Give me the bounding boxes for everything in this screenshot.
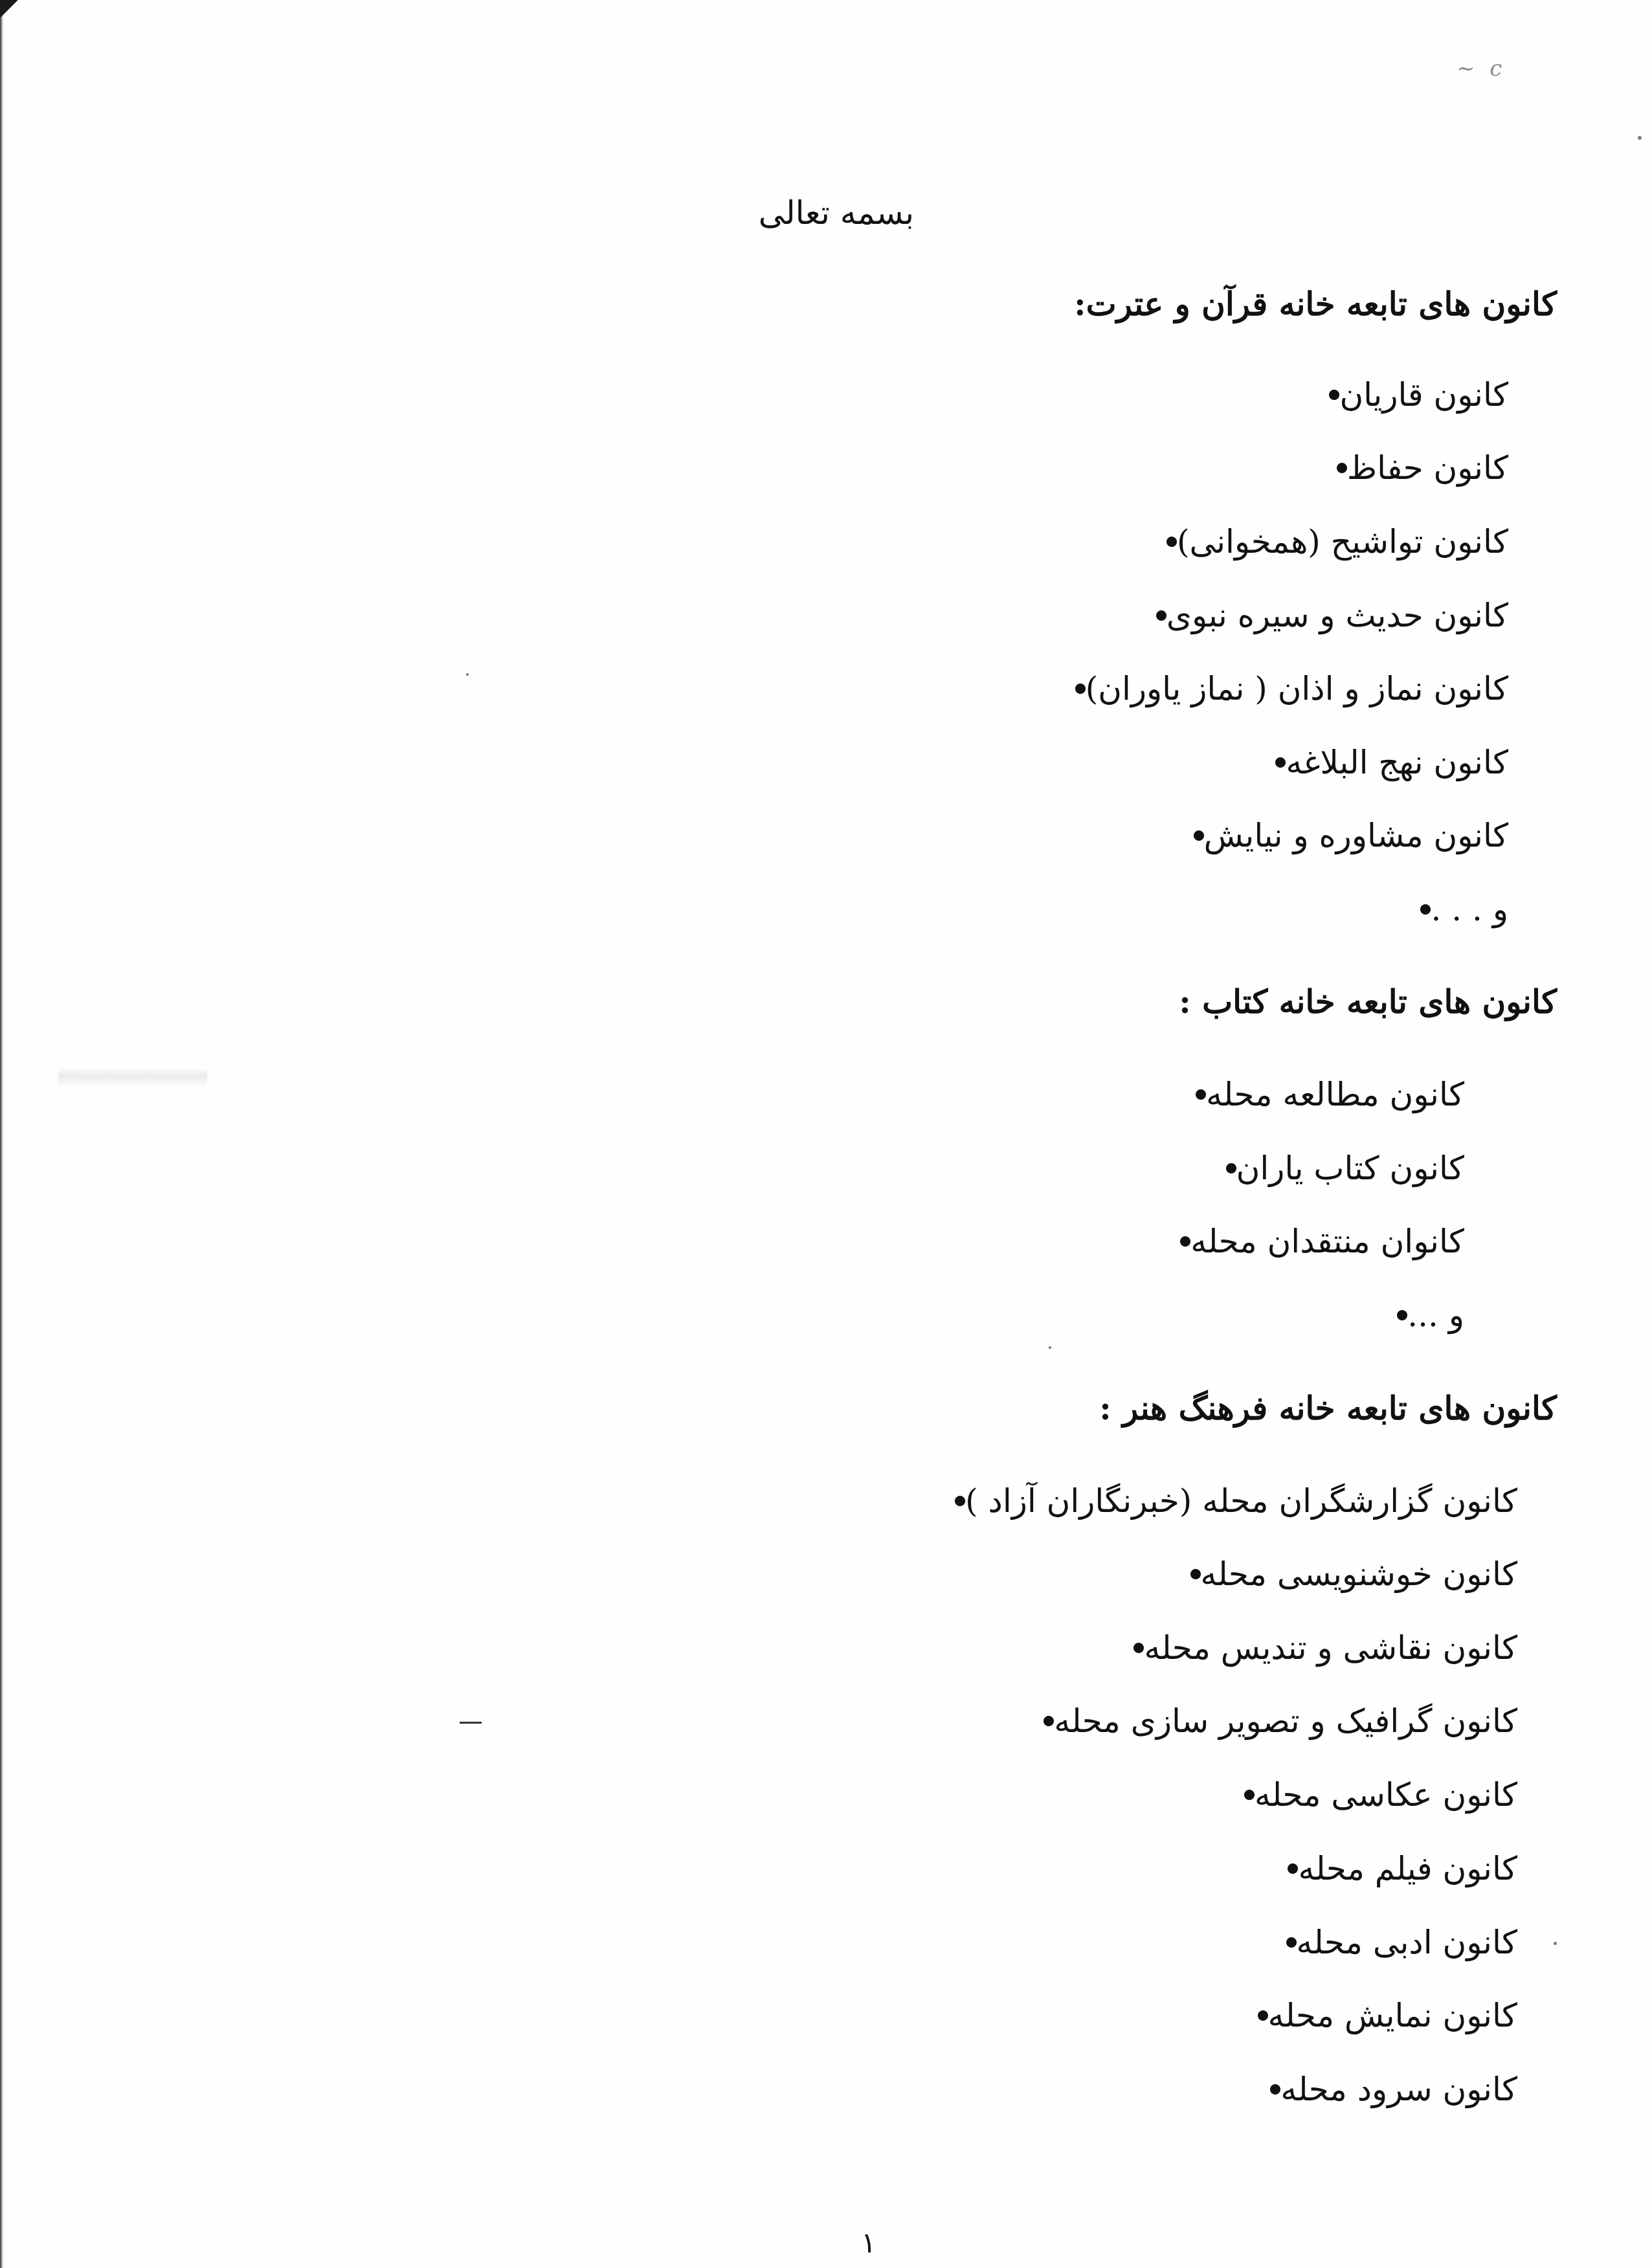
list-item [1134,519,1508,564]
list-item-label: کانون سرود محله [1280,2071,1517,2108]
bullet-icon [1196,1089,1206,1100]
bullet-icon [1420,904,1431,915]
bullet-icon [1337,463,1347,473]
bullet-icon [955,1496,965,1506]
list-item-label: کانون ادبی محله [1296,1924,1517,1961]
list-item [1148,1219,1464,1264]
bullet-icon [1275,757,1286,768]
list-item [1255,1846,1517,1891]
list-item-label: کانون نمایش محله [1267,1997,1517,2034]
list-item [1243,740,1508,785]
bullet-icon [1075,684,1086,694]
list-item-label: کانون نماز و اذان ( نماز یاوران) [1085,670,1508,707]
scan-edge-shadow [0,0,4,2268]
list-item [1163,1072,1464,1117]
bullet-icon [1329,390,1339,400]
dust-speck [466,673,469,676]
list-item [1101,1625,1517,1671]
list-item-label: کانون مطالعه محله [1206,1076,1464,1113]
list-item [1225,1993,1517,2038]
list-item-label: کانون حدیث و سیره نبوی [1166,597,1508,634]
bullet-icon [1288,1863,1298,1874]
list-item [1388,887,1508,932]
faint-handwriting-mark: ~ c [1457,56,1506,82]
list-item-label: کانون تواشیح (همخوانی) [1176,523,1508,561]
paper-fold-mark [58,1068,207,1087]
list-item-label: کانوان منتقدان محله [1190,1223,1464,1260]
dust-speck [1638,136,1642,140]
bullet-icon [1194,830,1204,841]
list-item-label: و . . . [1431,891,1508,928]
dust-speck [1554,1942,1557,1945]
list-item [1212,1772,1517,1818]
bullet-icon [1180,1236,1190,1247]
list-item [1254,1920,1517,1965]
bullet-icon [1397,1310,1407,1320]
list-item-label: کانون کتاب یاران [1236,1150,1464,1187]
list-item-label: کانون فیلم محله [1298,1850,1517,1887]
section-heading-book: کانون های تابعه خانه کتاب : [1179,983,1557,1021]
list-item [1238,2067,1517,2112]
list-item [1011,1698,1517,1744]
bullet-icon [1133,1643,1144,1653]
list-item [1158,1551,1517,1597]
stray-ink-mark [460,1722,482,1724]
list-item-label: کانون حفاظ [1346,449,1508,487]
list-item-label: کانون گرافیک و تصویر سازی محله [1054,1702,1517,1740]
bullet-icon [1244,1790,1255,1800]
bullet-icon [1258,2010,1268,2021]
list-item [1304,445,1508,491]
scan-corner-shadow [0,0,58,39]
bullet-icon [1286,1937,1297,1948]
list-item-label: کانون گزارشگران محله (خبرنگاران آزاد ) [965,1482,1517,1520]
list-item-label: و ... [1407,1296,1464,1334]
list-item [1297,372,1508,417]
list-item-label: کانون مشاوره و نیایش [1203,817,1508,854]
page-number: ۱ [861,2227,876,2260]
basmala-heading: بسمه تعالی [758,194,914,232]
dust-speck [1049,1346,1051,1349]
list-item [1043,666,1508,711]
bullet-icon [1156,610,1166,621]
bullet-icon [1226,1163,1236,1173]
list-item [1161,813,1508,858]
bullet-icon [1270,2084,1280,2095]
list-item-label: کانون عکاسی محله [1255,1776,1517,1814]
list-item [1194,1146,1464,1191]
list-item-label: کانون خوشنویسی محله [1200,1555,1517,1593]
list-item-label: کانون نقاشی و تندیس محله [1144,1629,1517,1667]
list-item [1124,593,1508,638]
list-item [922,1478,1517,1524]
bullet-icon [1044,1716,1054,1726]
list-item [1365,1293,1464,1338]
bullet-icon [1166,537,1177,547]
list-item-label: کانون قاریان [1339,376,1508,414]
section-heading-quran: کانون های تابعه خانه قرآن و عترت: [1074,285,1557,323]
section-heading-art: کانون های تابعه خانه فرهنگ هنر : [1099,1389,1557,1427]
list-item-label: کانون نهج البلاغه [1286,744,1508,781]
bullet-icon [1190,1569,1201,1579]
